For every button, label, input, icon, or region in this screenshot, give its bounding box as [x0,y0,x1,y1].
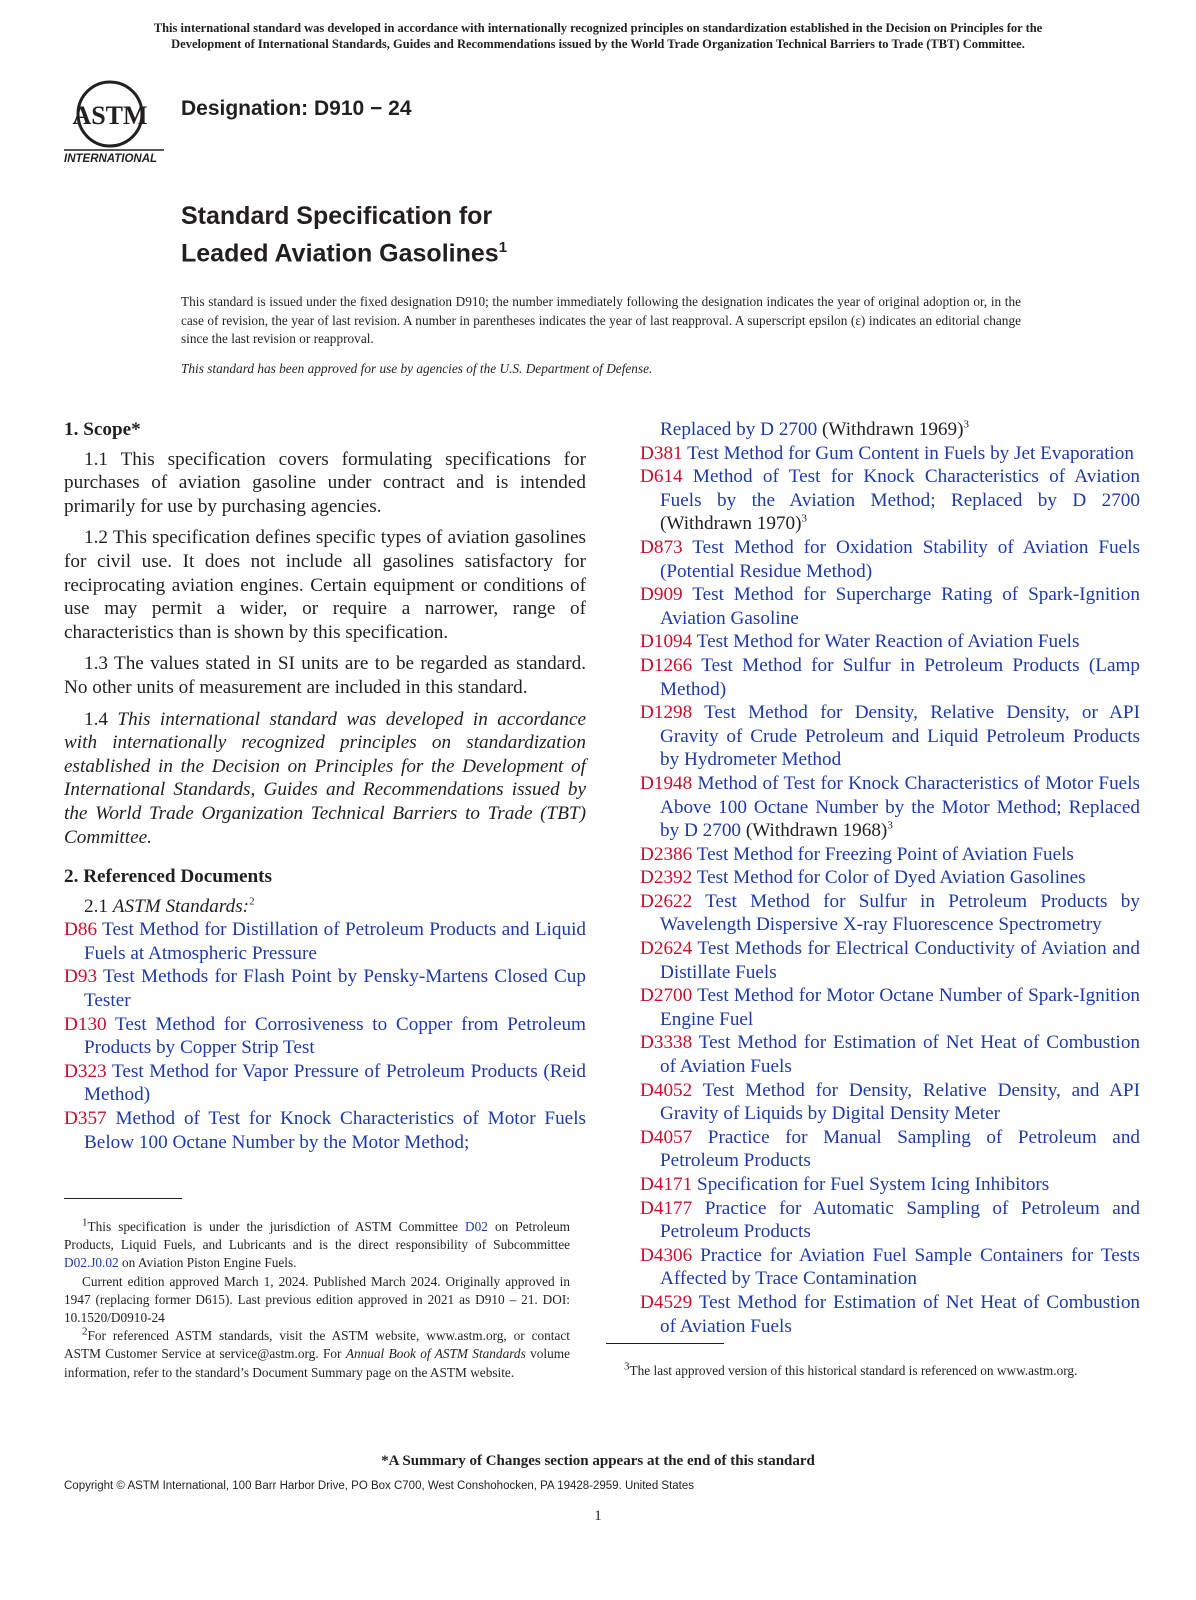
reference-title: Test Method for Color of Dyed Aviation Gasolines [696,867,1086,889]
reference-title: Test Method for Estimation of Net Heat of Combustion of Aviation Fuels [660,1291,1141,1337]
reference-item[interactable] [640,890,1140,937]
reference-title: Test Methods for Electrical Conductivity of Aviation and Distillate Fuels [660,938,1140,983]
reference-footnote-marker: 3 [887,819,893,832]
tbt-banner [60,20,1136,52]
reference-code: D2624 [640,938,693,960]
reference-code: D2622 [640,890,693,912]
left-reference-list [64,918,586,1154]
astm-logo [64,72,168,168]
reference-code: D1094 [640,631,693,653]
page-number: 1 [594,1508,602,1524]
reference-code: D357 [64,1108,107,1130]
reference-item[interactable] [640,536,1140,583]
reference-code: D4171 [640,1174,693,1195]
reference-item[interactable] [640,1126,1140,1173]
title-line1: Standard Specification for [181,202,493,230]
reference-title: Test Method for Density, Relative Density, and API Gravity of Liquids by Digital Density Meter [660,1079,1140,1125]
reference-item[interactable] [64,918,586,965]
designation: Designation: D910 − 24 [181,97,412,120]
reference-title: Test Method for Water Reaction of Aviation Fuels [696,631,1080,653]
document-title [181,200,507,269]
astm-logo-text: ASTM [72,101,148,130]
reference-code: D323 [64,1060,107,1082]
reference-code: D909 [640,584,683,606]
reference-title: Test Method for Sulfur in Petroleum Products by Wavelength Dispersive X-ray Fluorescence Spectrometry [660,890,1140,936]
reference-code: D4306 [640,1244,693,1266]
reference-item[interactable] [64,965,586,1012]
footnote-3: $^3$The last approved version of this historical standard is referenced on www.astm.org. [624,1360,1078,1378]
reference-footnote-marker: 3 [801,512,807,525]
reference-code: D130 [64,1013,107,1035]
reference-title: Practice for Aviation Fuel Sample Containers for Tests Affected by Trace Contamination [660,1244,1140,1290]
reference-item[interactable] [640,843,1140,867]
refdocs-heading: 2. Referenced Documents [64,866,272,888]
reference-code: D1298 [640,702,693,724]
reference-continuation[interactable]: Replaced by D 2700 (Withdrawn 1969)$^3$ [660,418,969,440]
reference-title: Specification for Fuel System Icing Inhibitors [697,1174,1050,1195]
reference-title: Test Method for Corrosiveness to Copper from Petroleum Products by Copper Strip Test [84,1013,586,1059]
footnote-rule-right [606,1343,724,1344]
astm-logo-subtext: INTERNATIONAL [64,153,158,165]
reference-item[interactable] [640,984,1140,1031]
reference-title: Test Methods for Flash Point by Pensky-Martens Closed Cup Tester [84,966,586,1012]
reference-code: D4052 [640,1079,693,1101]
reference-code: D873 [640,536,683,558]
footnotes-left [64,1218,570,1382]
reference-title: Test Method for Gum Content in Fuels by Jet Evaporation [687,442,1134,464]
dod-approval-note: This standard has been approved for use by agencies of the U.S. Department of Defense. [181,361,653,376]
reference-item[interactable] [640,465,1140,536]
title-footnote-marker: 1 [498,239,508,256]
right-column [640,418,1140,1338]
astm-standards-subheading: 2.1 ASTM Standards:$^2$ [84,895,255,917]
tbt-banner-line1: This international standard was developed in accordance with internationally recognized principles on standardization established in the Decision on Principles for the [153,21,1043,35]
right-reference-list [640,442,1140,1339]
reference-status: (Withdrawn 1968) [741,820,888,842]
reference-item[interactable] [640,1079,1140,1126]
footnote-2: $^2$For referenced ASTM standards, visit the ASTM website, www.astm.org, or contact ASTM Customer Service at service@astm.org. For Annual Book of ASTM Standards volume information, refer to the standard’s Document Summary page on the ASTM website. [64,1325,570,1380]
reference-item[interactable] [640,442,1140,466]
footnote-1: $^1$This specification is under the jurisdiction of ASTM Committee D02 on Petroleum Products, Liquid Fuels, and Lubricants and is the direct responsibility of Subcommittee D02.J0.02 on Aviation Piston Engine Fuels. [64,1216,570,1271]
reference-title: Test Method for Motor Octane Number of Spark-Ignition Engine Fuel [660,985,1141,1030]
reference-title: Method of Test for Knock Characteristics of Motor Fuels Below 100 Octane Number by the Motor Method; [84,1108,586,1153]
reference-item[interactable] [640,1173,1140,1197]
reference-code: D86 [64,919,98,941]
reference-code: D381 [640,442,683,464]
reference-code: D4529 [640,1291,693,1313]
reference-title: Test Method for Freezing Point of Aviation Fuels [696,843,1074,865]
reference-title: Test Method for Sulfur in Petroleum Products (Lamp Method) [660,654,1141,700]
committee-d02-link[interactable]: D02 [465,1219,488,1234]
reference-item[interactable] [640,772,1140,843]
reference-item[interactable] [640,654,1140,701]
reference-title: Test Method for Oxidation Stability of Aviation Fuels (Potential Residue Method) [660,536,1140,582]
reference-item[interactable] [640,701,1140,772]
reference-title: Test Method for Distillation of Petroleum Products and Liquid Fuels at Atmospheric Pressure [84,919,586,964]
tbt-banner-line2: Development of International Standards, Guides and Recommendations issued by the World Trade Organization Technical Barriers to Trade (TBT) Committee. [171,37,1025,51]
reference-title: Test Method for Supercharge Rating of Spark-Ignition Aviation Gasoline [660,584,1140,629]
footnotes-right [606,1362,1112,1380]
reference-code: D1948 [640,772,693,794]
reference-code: D2392 [640,867,693,889]
copyright-line: Copyright © ASTM International, 100 Barr Harbor Drive, PO Box C700, West Conshohocken, PA 19428-2959. United States [64,1480,695,1492]
title-line2: Leaded Aviation Gasolines$^1$ [181,239,508,268]
reference-item[interactable] [640,630,1140,654]
reference-item[interactable] [640,1244,1140,1291]
scope-1-4: 1.4 This international standard was developed in accordance with internationally recognized principles on standardization established in the Decision on Principles for the Development of International Standards, Guides and Recommendations issued by the World Trade Organization Technical Barriers to Trade (TBT) Committee. [64,708,586,848]
reference-code: D1266 [640,654,693,676]
scope-heading: 1. Scope* [64,419,141,440]
reference-item[interactable] [640,866,1140,890]
reference-title: Method of Test for Knock Characteristics of Aviation Fuels by the Aviation Method; Replaced by D 2700 [660,466,1141,511]
reference-item[interactable] [640,1197,1140,1244]
footnote-rule-left [64,1198,182,1199]
reference-title: Method of Test for Knock Characteristics of Motor Fuels Above 100 Octane Number by the Motor Method; Replaced by D 2700 [660,772,1140,842]
reference-code: D2386 [640,843,693,865]
reference-item[interactable] [64,1060,586,1107]
reference-title: Test Method for Vapor Pressure of Petroleum Products (Reid Method) [84,1060,586,1106]
reference-item[interactable] [640,583,1140,630]
scope-1-2: 1.2 This specification defines specific types of aviation gasolines for civil use. It does not include all gasolines satisfactory for reciprocating aviation engines. Certain equipment or conditions of use may permit a wider, or require a narrower, range of characteristics than is shown by this specification. [64,527,586,643]
reference-title: Test Method for Estimation of Net Heat of Combustion of Aviation Fuels [660,1032,1141,1078]
edition-note: Current edition approved March 1, 2024. Published March 2024. Originally approved in 1947 (replacing former D615). Last previous edition approved in 2021 as D910 – 21. DOI: 10.1520/D0910-24 [64,1273,570,1326]
reference-status: (Withdrawn 1970) [660,513,802,535]
scope-1-3: 1.3 The values stated in SI units are to be regarded as standard. No other units of measurement are included in this standard. [64,653,586,698]
reference-item[interactable] [64,1013,586,1060]
reference-code: D4177 [640,1197,693,1219]
reference-title: Practice for Manual Sampling of Petroleum and Petroleum Products [660,1126,1141,1172]
scope-1-1: 1.1 This specification covers formulating specifications for purchases of aviation gasoline under contract and is intended primarily for use by purchasing agencies. [64,448,586,517]
reference-item[interactable] [64,1107,586,1154]
reference-code: D93 [64,966,98,988]
reference-item[interactable] [640,1031,1140,1078]
reference-code: D2700 [640,985,693,1007]
issuance-notice: This standard is issued under the fixed designation D910; the number immediately following the designation indicates the year of original adoption or, in the case of revision, the year of last revision. A number in parentheses indicates the year of last reapproval. A superscript epsilon (ε) indicates an editorial change since the last revision or reapproval. [181,294,1021,346]
left-column [64,418,586,1154]
reference-item[interactable] [640,1291,1140,1338]
reference-title: Test Method for Density, Relative Density, or API Gravity of Crude Petroleum and Liquid Petroleum Products by Hydrometer Method [660,702,1140,771]
reference-item[interactable] [640,937,1140,984]
reference-code: D3338 [640,1032,693,1054]
reference-code: D4057 [640,1126,693,1148]
subcommittee-link[interactable]: D02.J0.02 [64,1255,119,1271]
reference-code: D614 [640,466,683,488]
summary-of-changes-note: *A Summary of Changes section appears at the end of this standard [381,1453,815,1469]
reference-title: Practice for Automatic Sampling of Petroleum and Petroleum Products [660,1197,1140,1243]
